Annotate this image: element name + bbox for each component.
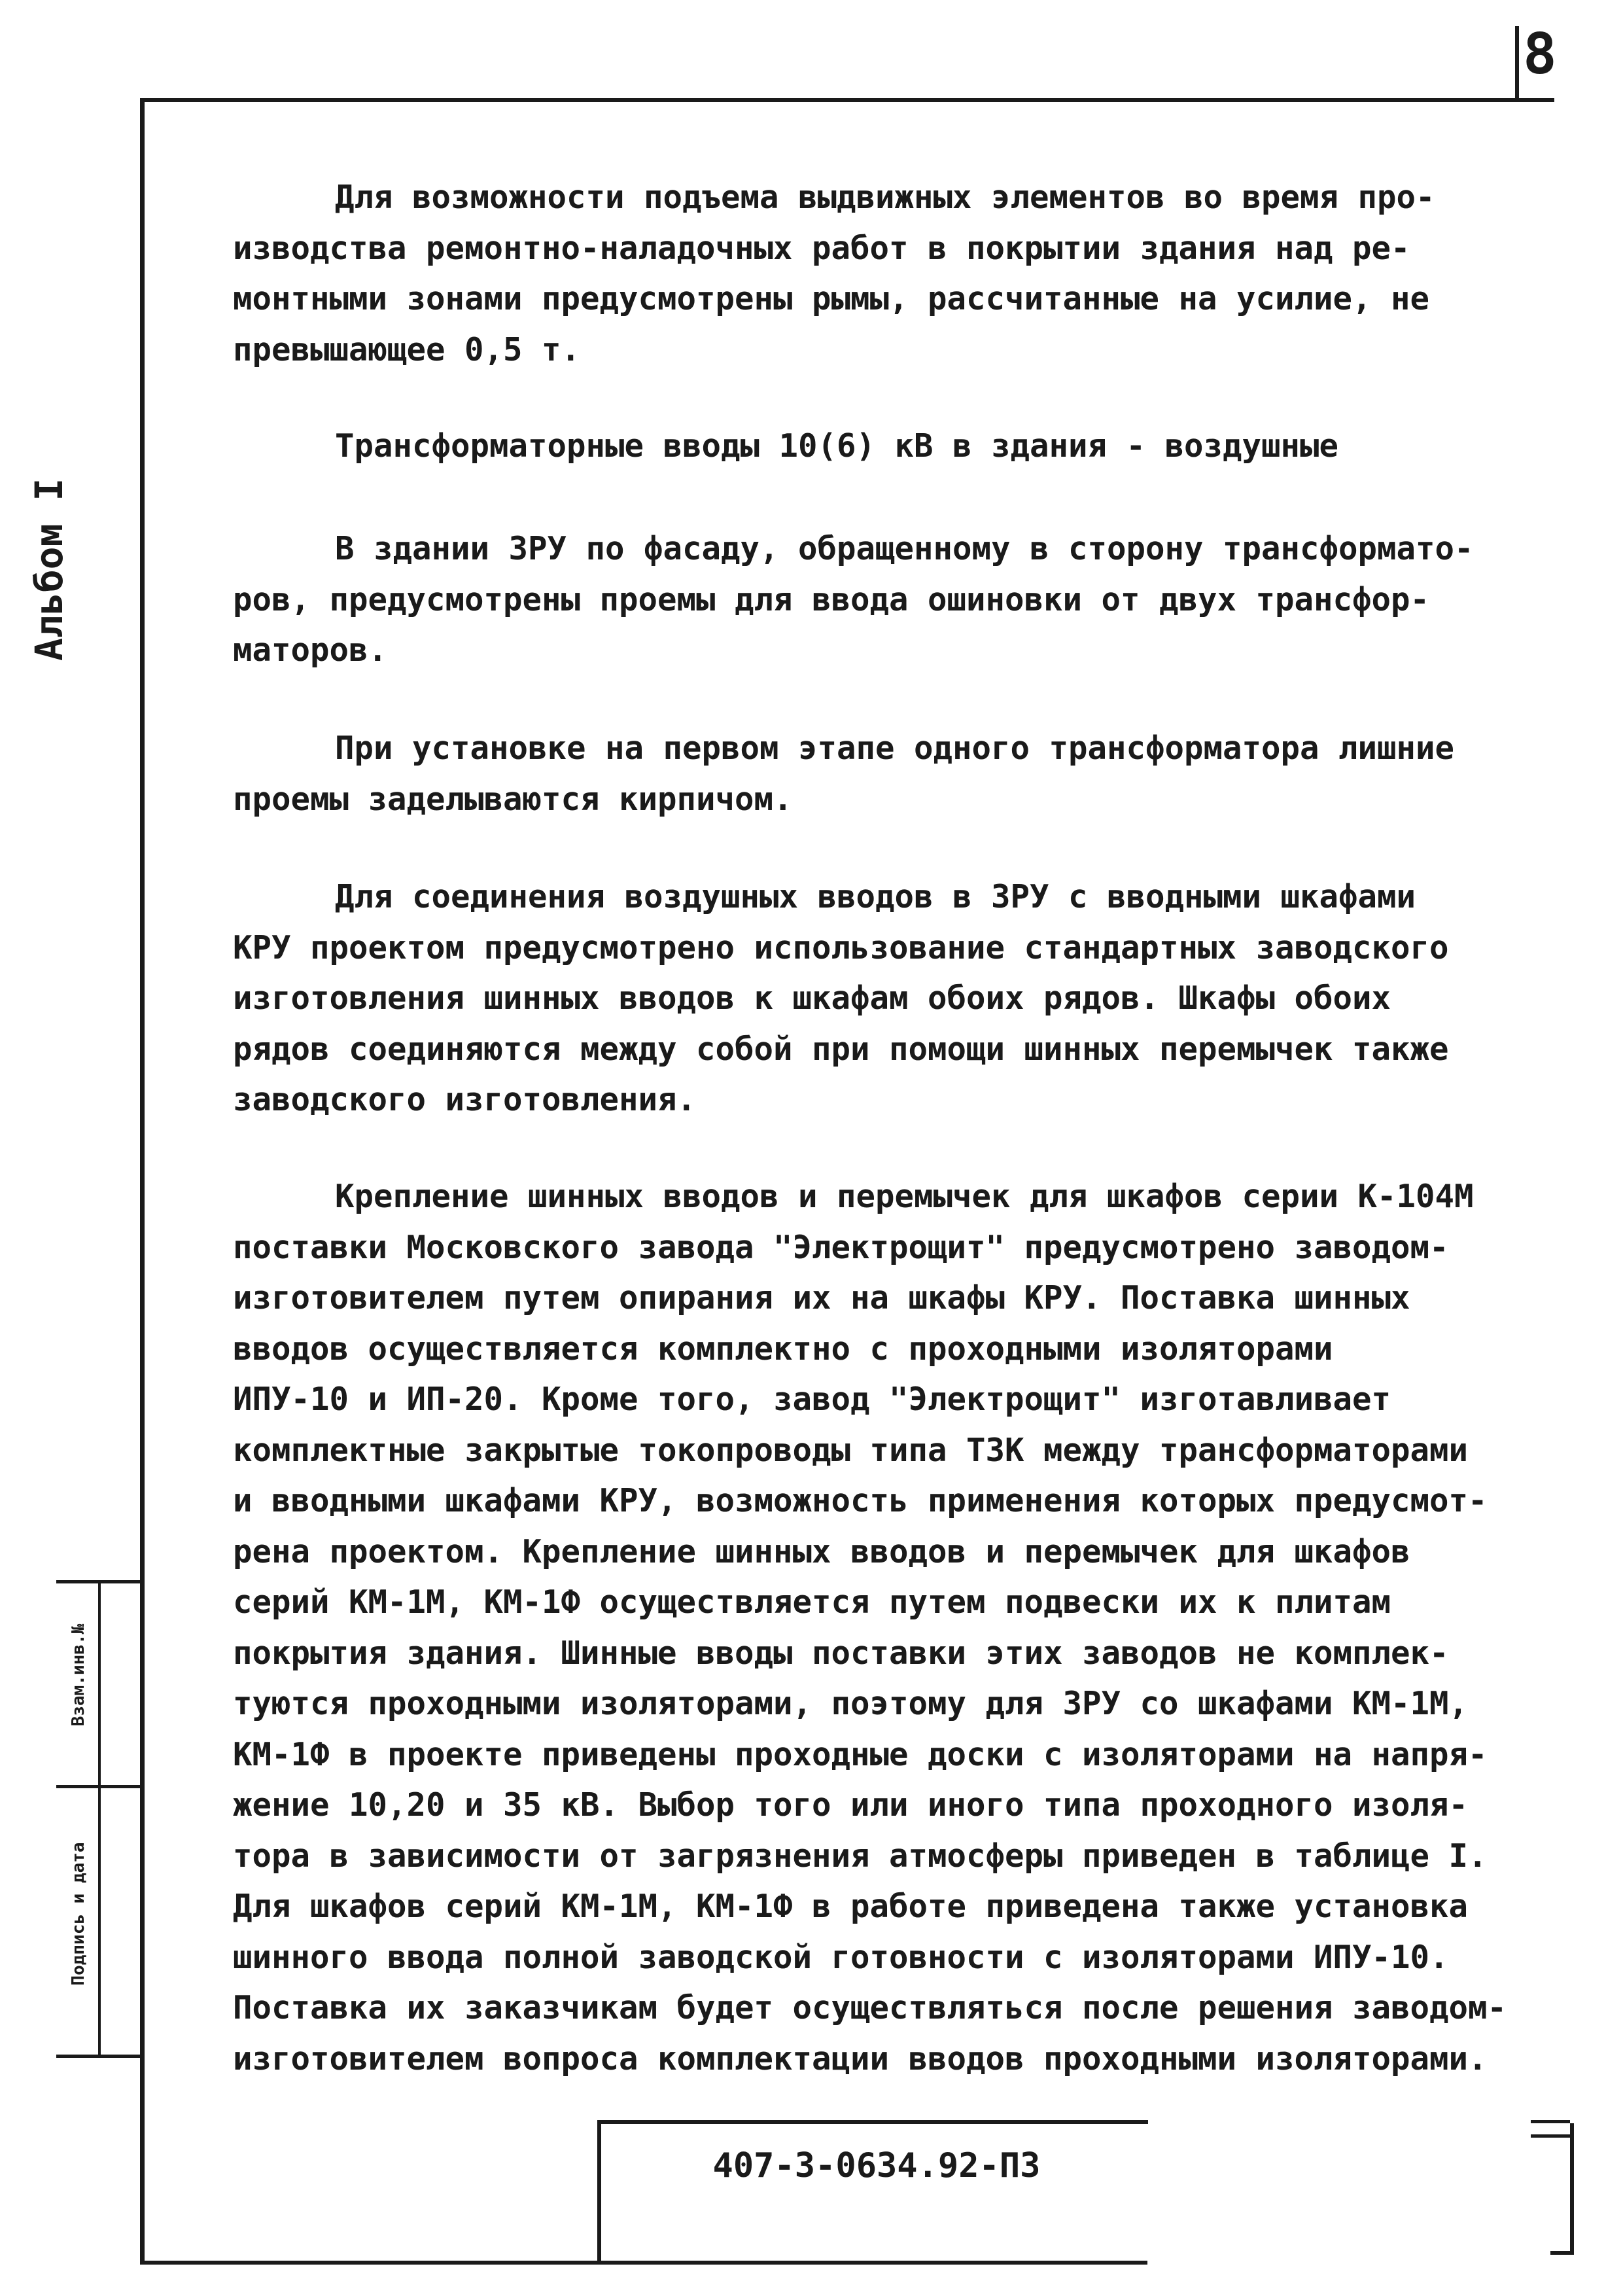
text-line: рена проектом. Крепление шинных вводов и перемычек для шкафов	[233, 1532, 1410, 1570]
text-line: КРУ проектом предусмотрено использование стандартных заводского	[233, 928, 1449, 966]
paragraph-openings	[233, 523, 1580, 676]
paragraph-busbar-fastening	[233, 1171, 1580, 2084]
sheet-cell-bottom	[1531, 2134, 1570, 2138]
text-line: Для возможности подъема выдвижных элементов во время про-	[335, 179, 1435, 216]
text-line: вводов осуществляется комплектно с проходными изоляторами	[233, 1330, 1333, 1368]
document-code: 407-3-0634.92-ПЗ	[712, 2146, 1041, 2185]
text-line: шинного ввода полной заводской готовности с изоляторами ИПУ-10.	[233, 1938, 1449, 1976]
text-line: туются проходными изоляторами, поэтому для ЗРУ со шкафами КМ-1М,	[233, 1685, 1469, 1722]
title-block-left-line	[597, 2120, 601, 2264]
sheet-cell-top	[1531, 2120, 1570, 2123]
text-line: проемы заделываются кирпичом.	[233, 780, 793, 818]
album-label: Альбом I	[27, 478, 71, 661]
text-line: серий КМ-1М, КМ-1Ф осуществляется путем подвески их к плитам	[233, 1583, 1391, 1621]
paragraph-lifting-eyes	[233, 172, 1580, 375]
text-line: превышающее 0,5 т.	[233, 330, 581, 368]
text-line: изводства ремонтно-наладочных работ в покрытии здания над ре-	[233, 229, 1410, 267]
text-line: комплектные закрытые токопроводы типа ТЗК между трансформаторами	[233, 1431, 1469, 1469]
text-line: Для шкафов серий КМ-1М, КМ-1Ф в работе приведена также установка	[233, 1888, 1469, 1925]
paragraph-transformer-inputs-heading	[233, 421, 1580, 472]
text-line: жение 10,20 и 35 кВ. Выбор того или иного типа проходного изоля-	[233, 1786, 1469, 1824]
text-line: КМ-1Ф в проекте приведены проходные доски с изоляторами на напря-	[233, 1735, 1488, 1773]
text-line: При установке на первом этапе одного трансформатора лишние	[335, 730, 1455, 767]
text-line: рядов соединяются между собой при помощи шинных перемычек также	[233, 1030, 1449, 1068]
paragraph-air-inputs-connection	[233, 872, 1580, 1125]
text-line: тора в зависимости от загрязнения атмосферы приведен в таблице I.	[233, 1837, 1488, 1875]
text-line: Поставка их заказчикам будет осуществляться после решения заводом-	[233, 1989, 1507, 2026]
text-line: покрытия здания. Шинные вводы поставки этих заводов не комплек-	[233, 1634, 1449, 1672]
text-line: заводского изготовления.	[233, 1081, 697, 1118]
text-line: маторов.	[233, 631, 388, 669]
text-line: ИПУ-10 и ИП-20. Кроме того, завод "Электрощит" изготавливает	[233, 1381, 1391, 1418]
frame-left-line	[140, 98, 145, 2264]
stamp-signature-label: Подпись и дата	[69, 1842, 88, 1986]
frame-right-corner-bottom	[1570, 2123, 1574, 2254]
text-line: В здании ЗРУ по фасаду, обращенному в сторону трансформато-	[335, 530, 1474, 567]
text-line: Трансформаторные вводы 10(6) кВ в здания - воздушные	[335, 427, 1339, 465]
text-line: изготовления шинных вводов к шкафам обоих рядов. Шкафы обоих	[233, 980, 1391, 1017]
title-block-top-line	[599, 2120, 1148, 2124]
frame-right-corner-bottom-foot	[1550, 2251, 1574, 2255]
text-line: изготовителем вопроса комплектации вводов проходными изоляторами.	[233, 2040, 1488, 2077]
page-number: 8	[1523, 22, 1557, 87]
frame-top-line	[141, 98, 1554, 102]
text-line: поставки Московского завода "Электрощит" предусмотрено заводом-	[233, 1228, 1449, 1266]
text-line: и вводными шкафами КРУ, возможность применения которых предусмот-	[233, 1482, 1488, 1519]
frame-bottom-line	[140, 2261, 1147, 2265]
frame-right-corner-top	[1515, 26, 1519, 98]
text-line: монтными зонами предусмотрены рымы, рассчитанные на усилие, не	[233, 280, 1430, 317]
text-line: Крепление шинных вводов и перемычек для шкафов серии К-104М	[335, 1178, 1474, 1215]
stamp-inner-vertical	[98, 1580, 101, 2058]
text-line: Для соединения воздушных вводов в ЗРУ с вводными шкафами	[335, 878, 1416, 915]
text-line: изготовителем путем опирания их на шкафы КРУ. Поставка шинных	[233, 1279, 1410, 1316]
paragraph-first-stage	[233, 723, 1580, 824]
text-line: ров, предусмотрены проемы для ввода ошиновки от двух трансфор-	[233, 580, 1430, 618]
stamp-inventory-label: Взам.инв.№	[69, 1623, 88, 1727]
